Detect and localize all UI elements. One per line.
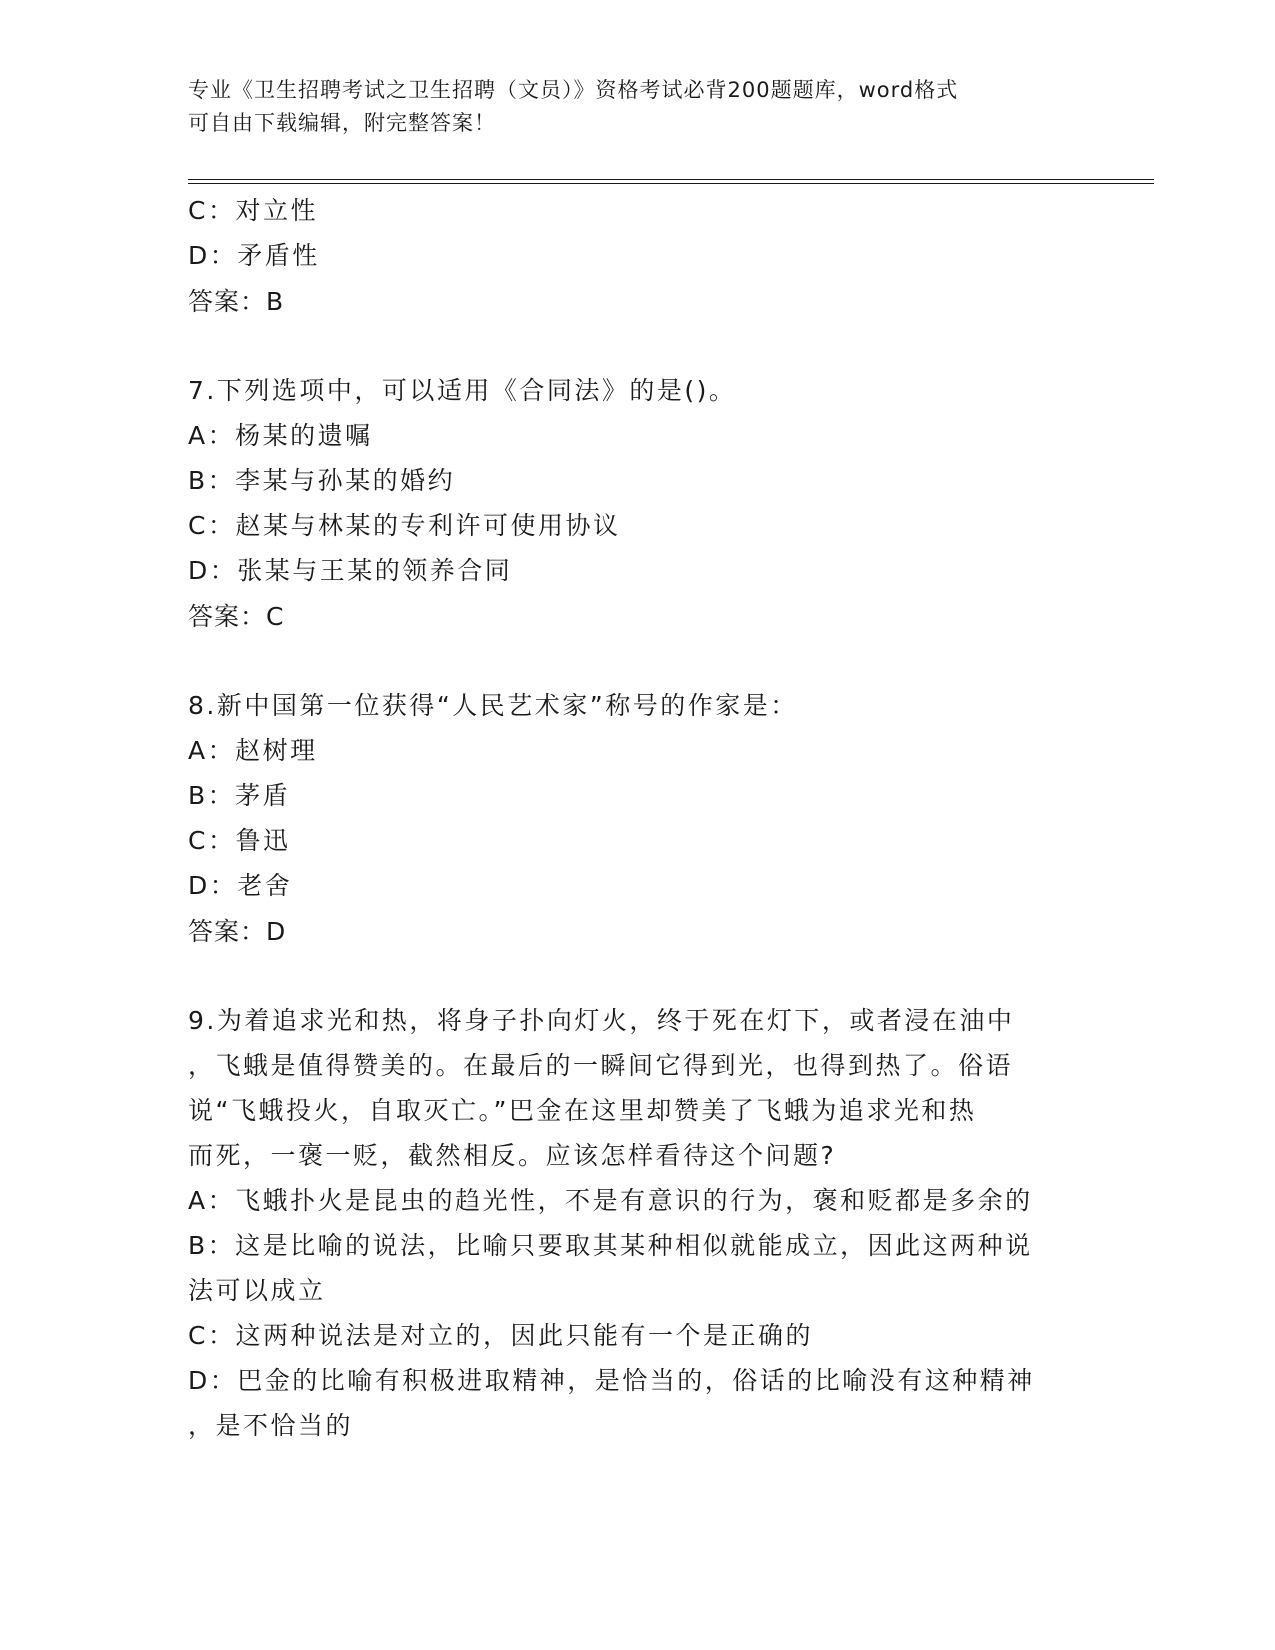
option-b-line-2: 法可以成立 bbox=[188, 1276, 326, 1305]
question-stem-line-2: ，飞蛾是值得赞美的。在最后的一瞬间它得到光，也得到热了。俗语 bbox=[188, 1051, 1014, 1080]
option-d: D：矛盾性 bbox=[188, 241, 320, 270]
question-stem-line-1: 9.为着追求光和热，将身子扑向灯火，终于死在灯下，或者浸在油中 bbox=[188, 1006, 1015, 1035]
header-line-1: 专业《卫生招聘考试之卫生招聘（文员）》资格考试必背200题题库，word格式 bbox=[188, 78, 959, 102]
option-d: D：老舍 bbox=[188, 871, 293, 900]
header-divider-bottom bbox=[188, 183, 1154, 184]
question-8 bbox=[188, 683, 1188, 955]
option-d-line-1: D：巴金的比喻有积极进取精神，是恰当的，俗话的比喻没有这种精神 bbox=[188, 1366, 1035, 1395]
option-b-line-1: B：这是比喻的说法，比喻只要取其某种相似就能成立，因此这两种说 bbox=[188, 1231, 1033, 1260]
question-gap bbox=[188, 640, 1188, 683]
option-c: C：赵某与林某的专利许可使用协议 bbox=[188, 511, 621, 540]
option-b: B：茅盾 bbox=[188, 781, 291, 810]
option-d: D：张某与王某的领养合同 bbox=[188, 556, 513, 585]
document-header bbox=[188, 74, 1068, 140]
question-7 bbox=[188, 368, 1188, 640]
option-a: A：赵树理 bbox=[188, 736, 318, 765]
question-gap bbox=[188, 325, 1188, 368]
header-line-2: 可自由下载编辑，附完整答案！ bbox=[188, 111, 496, 135]
option-c: C：对立性 bbox=[188, 196, 318, 225]
answer-line: 答案：B bbox=[188, 287, 285, 316]
question-stem: 7.下列选项中，可以适用《合同法》的是()。 bbox=[188, 376, 737, 405]
answer-line: 答案：C bbox=[188, 602, 285, 631]
option-a: A：飞蛾扑火是昆虫的趋光性，不是有意识的行为，褒和贬都是多余的 bbox=[188, 1186, 1033, 1215]
option-c: C：这两种说法是对立的，因此只能有一个是正确的 bbox=[188, 1321, 813, 1350]
answer-line: 答案：D bbox=[188, 917, 287, 946]
question-6-tail bbox=[188, 188, 1188, 325]
option-d-line-2: ，是不恰当的 bbox=[188, 1411, 354, 1440]
question-gap bbox=[188, 955, 1188, 998]
question-stem-line-4: 而死，一褒一贬，截然相反。应该怎样看待这个问题? bbox=[188, 1141, 837, 1170]
question-stem-line-3: 说“飞蛾投火，自取灭亡。”巴金在这里却赞美了飞蛾为追求光和热 bbox=[188, 1096, 977, 1125]
header-divider-top bbox=[188, 179, 1154, 180]
option-a: A：杨某的遗嘱 bbox=[188, 421, 373, 450]
question-stem: 8.新中国第一位获得“人民艺术家”称号的作家是： bbox=[188, 691, 798, 720]
question-list bbox=[188, 188, 1188, 1448]
option-c: C：鲁迅 bbox=[188, 826, 291, 855]
question-9 bbox=[188, 998, 1188, 1448]
option-b: B：李某与孙某的婚约 bbox=[188, 466, 456, 495]
